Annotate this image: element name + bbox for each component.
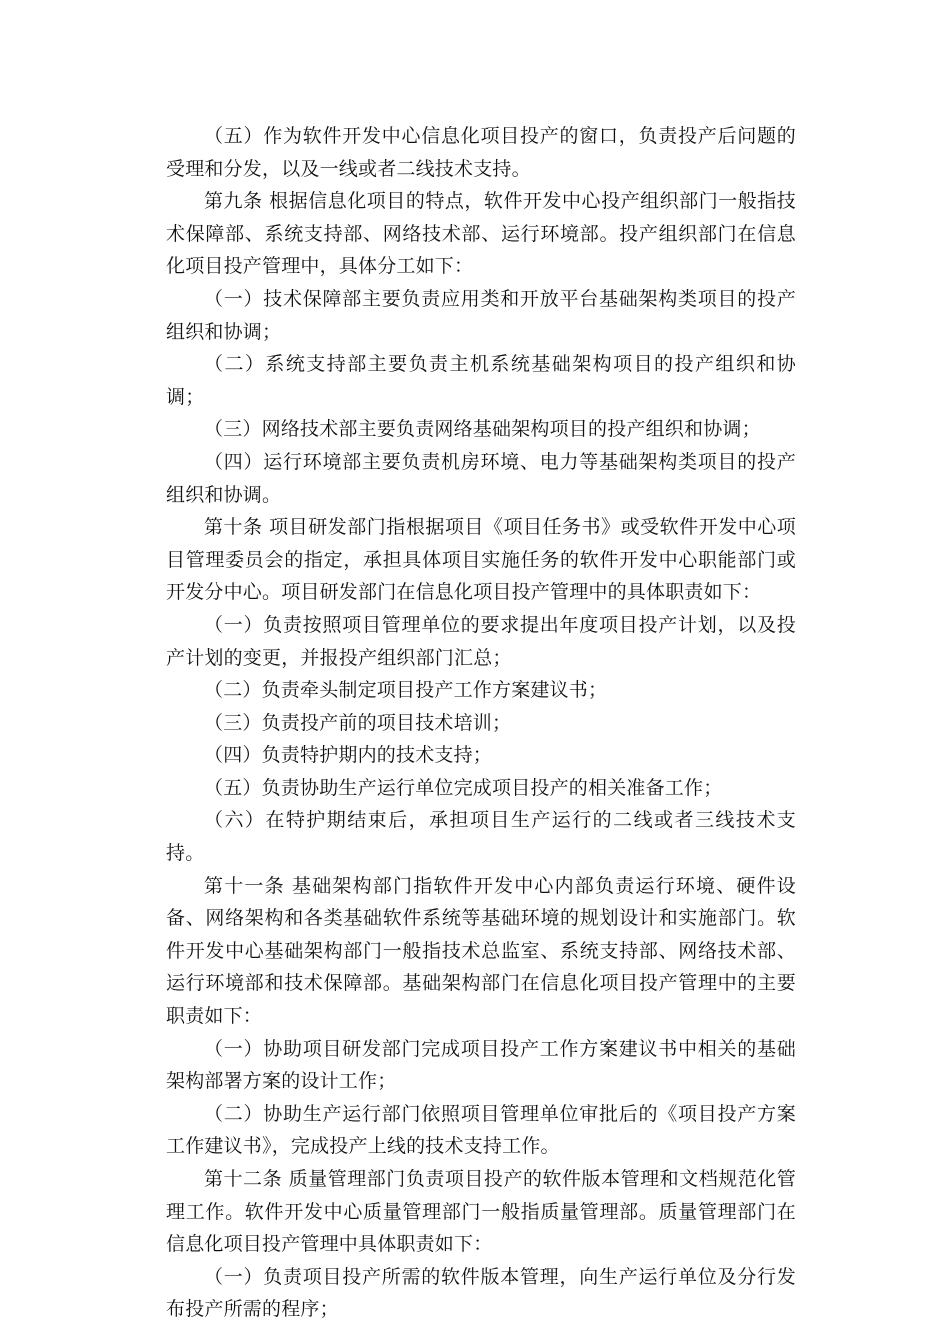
paragraph-5: （三）网络技术部主要负责网络基础架构项目的投产组织和协调； <box>204 418 761 441</box>
paragraph-10: （三）负责投产前的项目技术培训； <box>204 711 512 734</box>
paragraph-9: （二）负责牵头制定项目投产工作方案建议书； <box>204 679 608 702</box>
paragraph-3: （一）技术保障部主要负责应用类和开放平台基础架构类项目的投产组织和协调； <box>166 287 796 343</box>
paragraph-2: 第九条 根据信息化项目的特点，软件开发中心投产组织部门一般指技术保障部、系统支持部、网络技术部、运行环境部。投产组织部门在信息化项目投产管理中，具体分工如下： <box>166 190 796 278</box>
paragraph-11: （四）负责特护期内的技术支持； <box>204 744 493 767</box>
paragraph-6: （四）运行环境部主要负责机房环境、电力等基础架构类项目的投产组织和协调。 <box>166 450 796 506</box>
paragraph-1: （五）作为软件开发中心信息化项目投产的窗口，负责投产后问题的受理和分发，以及一线或者二线技术支持。 <box>166 125 796 180</box>
paragraph-15: （一）协助项目研发部门完成项目投产工作方案建议书中相关的基础架构部署方案的设计工作； <box>166 1037 796 1093</box>
paragraph-14: 第十一条 基础架构部门指软件开发中心内部负责运行环境、硬件设备、网络架构和各类基础软件系统等基础环境的规划设计和实施部门。软件开发中心基础架构部门一般指技术总监室、系统支持部、网络技术部、运行环境部和技术保障部。基础架构部门在信息化项目投产管理中的主要职责如下： <box>166 874 796 1028</box>
paragraph-4: （二）系统支持部主要负责主机系统基础架构项目的投产组织和协调； <box>166 353 796 408</box>
paragraph-12: （五）负责协助生产运行单位完成项目投产的相关准备工作； <box>204 776 723 799</box>
document-page <box>166 120 796 1326</box>
paragraph-8: （一）负责按照项目管理单位的要求提出年度项目投产计划，以及投产计划的变更，并报投产组织部门汇总； <box>166 613 796 669</box>
paragraph-7: 第十条 项目研发部门指根据项目《项目任务书》或受软件开发中心项目管理委员会的指定，承担具体项目实施任务的软件开发中心职能部门或开发分中心。项目研发部门在信息化项目投产管理中的具体职责如下： <box>166 516 796 604</box>
paragraph-17: 第十二条 质量管理部门负责项目投产的软件版本管理和文档规范化管理工作。软件开发中心质量管理部门一般指质量管理部。质量管理部门在信息化项目投产管理中具体职责如下： <box>166 1168 796 1256</box>
paragraph-13: （六）在特护期结束后，承担项目生产运行的二线或者三线技术支持。 <box>166 809 796 865</box>
paragraph-18: （一）负责项目投产所需的软件版本管理，向生产运行单位及分行发布投产所需的程序； <box>166 1265 796 1321</box>
paragraph-16: （二）协助生产运行部门依照项目管理单位审批后的《项目投产方案工作建议书》，完成投产上线的技术支持工作。 <box>166 1102 796 1158</box>
